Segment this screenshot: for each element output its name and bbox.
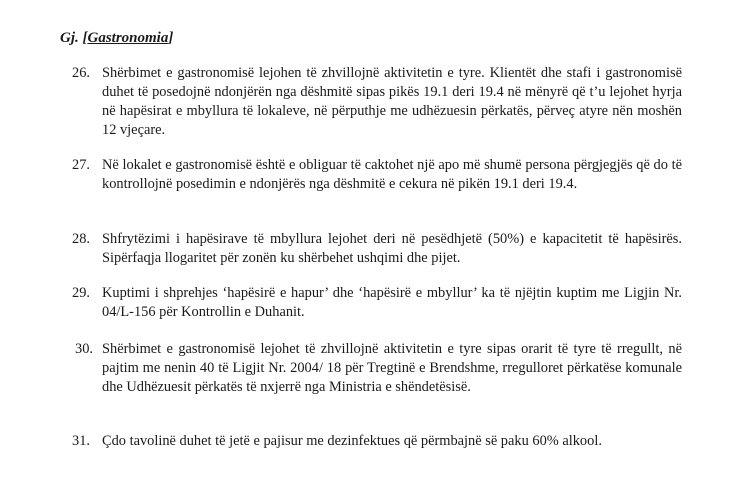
item-text: Shërbimet e gastronomisë lejohet të zhvillojnë aktivitetin e tyre sipas orarit të tyre të rregullt, në pajtim me nenin 40 të Ligjit Nr. 2004/ 18 për Tregtinë e Brendshme, rregulloret përkatëse komunale dhe Udhëzuesit përkatës të nxjerrë nga Ministria e shëndetësisë. [102, 341, 682, 395]
list-item-30 [72, 340, 682, 397]
list-item-28 [72, 230, 682, 268]
item-text: Shfrytëzimi i hapësirave të mbyllura lejohet deri në pesëdhjetë (50%) e kapacitetit të hapësirës. Sipërfaqja llogaritet për zonën ku shërbehet ushqimi dhe pijet. [102, 231, 682, 266]
section-prefix: Gj. [ [60, 30, 88, 46]
item-text: Çdo tavolinë duhet të jetë e pajisur me dezinfektues që përmbajnë së paku 60% alkool. [102, 433, 602, 449]
item-number: 27. [72, 157, 90, 173]
item-text: Në lokalet e gastronomisë është e obliguar të caktohet një apo më shumë persona përgjegjës që do të kontrollojnë posedimin e ndonjërës nga dëshmitë e cekura në pikën 19.1 deri 19.4. [102, 157, 682, 192]
item-text: Shërbimet e gastronomisë lejohen të zhvillojnë aktivitetin e tyre. Klientët dhe stafi i gastronomisë duhet të posedojnë ndonjërën nga dëshmitë sipas pikës 19.1 deri 19.4 në mënyrë që t’u lejohet hyrja në hapësirat e mbyllura të lokaleve, në përputhje me udhëzuesin përkatës, përveç atyre nën moshën 12 vjeçare. [102, 65, 682, 138]
section-heading [60, 29, 173, 47]
list-item-31 [72, 432, 682, 451]
item-text: Kuptimi i shprehjes ‘hapësirë e hapur’ dhe ‘hapësirë e mbyllur’ ka të njëjtin kuptim me Ligjin Nr. 04/L-156 për Kontrollin e Duhanit. [102, 285, 682, 320]
item-number: 29. [72, 285, 90, 301]
list-item-26 [72, 64, 682, 140]
item-number: 30. [75, 341, 93, 357]
list-item-27 [72, 156, 682, 194]
section-title: Gastronomia [87, 30, 169, 46]
item-number: 31. [72, 433, 90, 449]
section-suffix: ] [168, 30, 174, 46]
item-number: 28. [72, 231, 90, 247]
item-number: 26. [72, 65, 90, 81]
list-item-29 [72, 284, 682, 322]
